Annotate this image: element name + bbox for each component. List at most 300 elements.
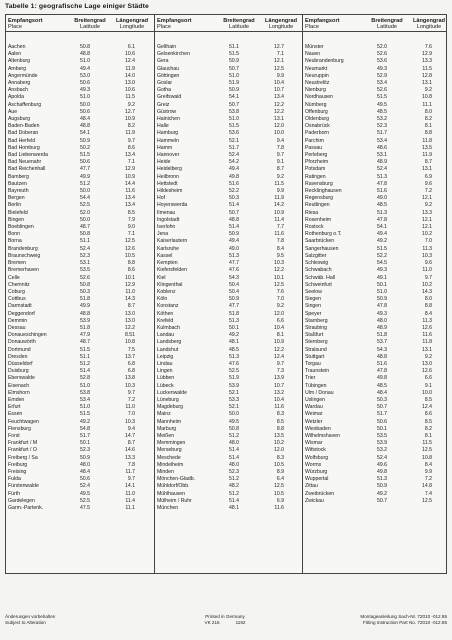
- place-cell: Parchim: [305, 137, 324, 144]
- longitude-cell: 9.2: [127, 101, 135, 108]
- latitude-cell: 53.5: [376, 432, 387, 439]
- place-cell: Eisenach: [8, 382, 30, 389]
- place-cell: Krefeld: [157, 317, 174, 324]
- longitude-cell: 7.2: [127, 396, 135, 403]
- table-row: [155, 224, 302, 231]
- place-cell: Altenburg: [8, 58, 31, 65]
- longitude-cell: 9.9: [424, 468, 432, 475]
- latitude-cell: 51.5: [79, 411, 90, 418]
- longitude-cell: 13.8: [124, 375, 135, 382]
- longitude-cell: 12.5: [124, 238, 135, 245]
- place-cell: Erfurt: [8, 404, 21, 411]
- place-cell: Schleswig: [305, 260, 329, 267]
- table-row: [303, 282, 447, 289]
- latitude-cell: 49.1: [376, 274, 387, 281]
- longitude-cell: 11.1: [125, 505, 135, 511]
- longitude-cell: 12.5: [273, 483, 284, 490]
- longitude-cell: 10.4: [273, 324, 284, 331]
- table-row: [6, 433, 154, 440]
- table-row: [155, 505, 302, 512]
- longitude-cell: 8.5: [424, 396, 432, 403]
- longitude-cell: 13.5: [273, 432, 284, 439]
- place-cell: Hettstedt: [157, 180, 178, 187]
- table-row: [155, 491, 302, 498]
- longitude-cell: 8.2: [424, 425, 432, 432]
- latitude-cell: 50.3: [376, 396, 387, 403]
- longitude-cell: 10.2: [273, 440, 284, 447]
- latitude-cell: 51.5: [376, 245, 387, 252]
- longitude-cell: 8.6: [127, 144, 135, 151]
- table-row: [303, 195, 447, 202]
- place-cell: Kiel: [157, 274, 166, 281]
- latitude-cell: 51.8: [376, 332, 387, 339]
- longitude-cell: 11.9: [274, 195, 284, 202]
- place-cell: Nienburg: [305, 87, 326, 94]
- place-cell: Nordhausen: [305, 94, 334, 101]
- table-row: [303, 58, 447, 65]
- latitude-cell: 51.8: [228, 310, 239, 317]
- longitude-cell: 14.3: [421, 288, 432, 295]
- place-cell: Aalen: [8, 51, 22, 58]
- latitude-cell: 49.4: [228, 238, 239, 245]
- place-cell: Perleberg: [305, 152, 328, 159]
- table-row: [303, 455, 447, 462]
- latitude-cell: 52.1: [228, 404, 239, 411]
- footer-date-code: 1192: [235, 619, 246, 625]
- table-row: [6, 231, 154, 238]
- latitude-cell: 47.7: [228, 303, 239, 310]
- latitude-cell: 50.0: [79, 188, 90, 195]
- latitude-cell: 48.8: [376, 353, 387, 360]
- latitude-cell: 51.0: [79, 382, 90, 389]
- longitude-cell: 9.7: [127, 137, 135, 144]
- latitude-cell: 48.1: [228, 339, 239, 346]
- place-cell: Ulm / Donau: [305, 389, 334, 396]
- latitude-cell: 51.9: [228, 80, 239, 87]
- longitude-cell: 11.4: [125, 497, 135, 504]
- longitude-cell: 9.1: [424, 382, 432, 389]
- longitude-cell: 13.0: [124, 80, 135, 87]
- table-row: [6, 354, 154, 361]
- longitude-cell: 13.4: [273, 94, 284, 101]
- place-cell: Hildesheim: [157, 188, 183, 195]
- table-row: [155, 375, 302, 382]
- latitude-cell: 52.4: [376, 454, 387, 461]
- table-row: [6, 411, 154, 418]
- latitude-cell: 50.1: [376, 425, 387, 432]
- place-cell: Freiburg: [8, 461, 28, 468]
- table-row: [155, 303, 302, 310]
- place-cell: Donaueschingen: [8, 332, 47, 339]
- latitude-cell: 51.1: [228, 44, 239, 50]
- latitude-cell: 49.2: [376, 238, 387, 245]
- longitude-cell: 8.5: [127, 209, 135, 216]
- table-row: [303, 145, 447, 152]
- place-cell: Chemnitz: [8, 281, 30, 288]
- table-row: [155, 440, 302, 447]
- longitude-cell: 6.8: [127, 368, 135, 375]
- place-cell: Leipzig: [157, 353, 174, 360]
- longitude-cell: 11.9: [125, 130, 135, 137]
- latitude-cell: 51.4: [79, 368, 90, 375]
- longitude-cell: 8.51: [124, 332, 135, 339]
- latitude-cell: 50.9: [79, 137, 90, 144]
- table-row: [6, 361, 154, 368]
- latitude-cell: 52.4: [79, 245, 90, 252]
- place-cell: Halle: [157, 123, 169, 130]
- latitude-cell: 47.8: [376, 368, 387, 375]
- table-row: [6, 94, 154, 101]
- place-cell: Fulda: [8, 476, 21, 483]
- place-cell: Hoyerswerda: [157, 202, 188, 209]
- table-row: [303, 332, 447, 339]
- place-cell: Starnberg: [305, 317, 328, 324]
- latitude-cell: 50.2: [79, 144, 90, 151]
- longitude-cell: 7.0: [127, 411, 135, 418]
- place-cell: Trier: [305, 375, 316, 382]
- table-row: [6, 102, 154, 109]
- longitude-cell: 13.0: [124, 317, 135, 324]
- latitude-cell: 48.5: [376, 108, 387, 115]
- table-row: [6, 123, 154, 130]
- place-cell: Münster: [305, 44, 324, 50]
- table-row: [155, 419, 302, 426]
- latitude-cell: 50.4: [228, 281, 239, 288]
- longitude-cell: 14.6: [124, 447, 135, 454]
- latitude-cell: 52.2: [228, 188, 239, 195]
- place-cell: Konstanz: [157, 303, 179, 310]
- header-latitude: Breitengrad Latitude: [223, 17, 255, 30]
- longitude-cell: 7.4: [424, 490, 432, 497]
- latitude-cell: 52.0: [79, 209, 90, 216]
- latitude-cell: 53.6: [376, 58, 387, 65]
- place-cell: Rothenburg o.T.: [305, 231, 342, 238]
- longitude-cell: 8.7: [127, 440, 135, 447]
- place-cell: Wetzler: [305, 418, 323, 425]
- place-cell: Bremen: [8, 260, 26, 267]
- table-row: [155, 318, 302, 325]
- table-row: [6, 447, 154, 454]
- table-row: [155, 296, 302, 303]
- table-row: [6, 311, 154, 318]
- longitude-cell: 11.7: [125, 468, 135, 475]
- place-cell: Oldenburg: [305, 116, 330, 123]
- latitude-cell: 48.4: [376, 389, 387, 396]
- latitude-cell: 53.0: [79, 72, 90, 79]
- latitude-cell: 47.8: [376, 180, 387, 187]
- place-cell: Schwabach: [305, 267, 332, 274]
- longitude-cell: 9.4: [276, 137, 284, 144]
- latitude-cell: 49.3: [79, 87, 90, 94]
- place-cell: Celle: [8, 274, 20, 281]
- place-cell: Kaiserlautern: [157, 238, 188, 245]
- latitude-cell: 47.5: [79, 505, 90, 511]
- latitude-cell: 51.2: [79, 180, 90, 187]
- table-row: [155, 181, 302, 188]
- place-cell: Lingen: [157, 368, 173, 375]
- place-cell: Amberg: [8, 65, 26, 72]
- latitude-cell: 48.8: [79, 123, 90, 130]
- latitude-cell: 53.2: [376, 116, 387, 123]
- latitude-cell: 51.8: [79, 296, 90, 303]
- place-cell: Paderborn: [305, 130, 330, 137]
- table-row: [303, 311, 447, 318]
- longitude-cell: 12.9: [124, 166, 135, 173]
- place-cell: Gelthain: [157, 44, 177, 50]
- longitude-cell: 12.1: [421, 224, 432, 231]
- place-cell: Bad Liebenwerda: [8, 152, 49, 159]
- table-row: [303, 361, 447, 368]
- latitude-cell: 51.9: [228, 375, 239, 382]
- latitude-cell: 50.6: [79, 80, 90, 87]
- place-cell: Bad Doberan: [8, 130, 39, 137]
- latitude-cell: 49.5: [228, 418, 239, 425]
- longitude-cell: 12.6: [421, 368, 432, 375]
- place-cell: Lübben: [157, 375, 175, 382]
- table-row: [6, 238, 154, 245]
- place-cell: Glauchau: [157, 65, 180, 72]
- longitude-cell: 8.5: [424, 418, 432, 425]
- place-cell: Lübeck: [157, 382, 174, 389]
- table-row: [6, 469, 154, 476]
- place-cell: Bingen: [8, 216, 25, 223]
- longitude-cell: 12.4: [273, 353, 284, 360]
- longitude-cell: 11.8: [422, 339, 432, 346]
- longitude-cell: 9.6: [424, 180, 432, 187]
- place-cell: Apolda: [8, 94, 25, 101]
- place-cell: Aschaffenburg: [8, 101, 42, 108]
- longitude-cell: 6.9: [424, 173, 432, 180]
- longitude-cell: 9.6: [424, 260, 432, 267]
- table-row: [155, 94, 302, 101]
- latitude-cell: 50.6: [79, 476, 90, 483]
- latitude-cell: 49.4: [79, 65, 90, 72]
- place-cell: Ingolstadt: [157, 216, 180, 223]
- table-row: [155, 404, 302, 411]
- table-row: [6, 210, 154, 217]
- latitude-cell: 50.7: [376, 497, 387, 504]
- table-row: [6, 419, 154, 426]
- place-cell: Tübingen: [305, 382, 327, 389]
- longitude-cell: 12.0: [273, 123, 284, 130]
- table-row: [6, 138, 154, 145]
- table-row: [155, 66, 302, 73]
- latitude-cell: 49.3: [376, 65, 387, 72]
- latitude-cell: 49.4: [228, 166, 239, 173]
- longitude-cell: 9.0: [127, 224, 135, 231]
- table-row: [6, 498, 154, 505]
- place-cell: Annaberg: [8, 80, 31, 87]
- place-cell: Feuchtwagen: [8, 418, 39, 425]
- table-row: [6, 181, 154, 188]
- place-cell: Heide: [157, 159, 171, 166]
- table-row: [303, 267, 447, 274]
- place-cell: Coburg: [8, 288, 25, 295]
- longitude-cell: 10.7: [273, 87, 284, 94]
- place-cell: Angermünde: [8, 72, 38, 79]
- table-row: [303, 368, 447, 375]
- longitude-cell: 8.1: [424, 123, 432, 130]
- longitude-cell: 12.5: [421, 497, 432, 504]
- table-row: [6, 404, 154, 411]
- table-row: [303, 447, 447, 454]
- table-row: [155, 455, 302, 462]
- place-cell: Essen: [8, 411, 23, 418]
- table-row: [303, 44, 447, 51]
- footer-left: [5, 614, 55, 625]
- latitude-cell: 49.0: [228, 245, 239, 252]
- table-row: [155, 498, 302, 505]
- table-row: [303, 202, 447, 209]
- longitude-cell: 9.2: [424, 202, 432, 209]
- longitude-cell: 10.4: [273, 80, 284, 87]
- latitude-cell: 52.5: [79, 202, 90, 209]
- place-cell: Heidelberg: [157, 166, 182, 173]
- latitude-cell: 48.8: [79, 51, 90, 58]
- place-cell: Merseburg: [157, 447, 182, 454]
- place-cell: Seelow: [305, 288, 322, 295]
- table-row: [6, 80, 154, 87]
- table-row: [303, 498, 447, 505]
- longitude-cell: 13.0: [421, 360, 432, 367]
- table-row: [6, 275, 154, 282]
- table-row: [6, 426, 154, 433]
- latitude-cell: 48.8: [228, 216, 239, 223]
- latitude-cell: 51.6: [228, 180, 239, 187]
- place-cell: Nauen: [305, 51, 321, 58]
- longitude-cell: 11.5: [422, 440, 432, 447]
- longitude-cell: 6.6: [424, 375, 432, 382]
- latitude-cell: 51.0: [228, 72, 239, 79]
- latitude-cell: 50.9: [228, 296, 239, 303]
- longitude-cell: 8.6: [127, 267, 135, 274]
- place-cell: Forst: [8, 432, 20, 439]
- place-cell: Zweibrücken: [305, 490, 335, 497]
- place-cell: Luckenwalde: [157, 389, 188, 396]
- longitude-cell: 8.3: [276, 454, 284, 461]
- table-row: [155, 217, 302, 224]
- table-row: [6, 87, 154, 94]
- place-cell: Jena: [157, 231, 169, 238]
- longitude-cell: 6.1: [127, 44, 135, 50]
- table-row: [155, 246, 302, 253]
- place-cell: Darmstadt: [8, 303, 32, 310]
- header-place: Empfangsort Place: [8, 17, 43, 30]
- latitude-cell: 52.6: [376, 87, 387, 94]
- longitude-cell: 10.3: [124, 382, 135, 389]
- table-row: [155, 202, 302, 209]
- place-cell: Kassel: [157, 252, 173, 259]
- table-row: [155, 166, 302, 173]
- column-header: [303, 15, 447, 32]
- longitude-cell: 12.1: [421, 216, 432, 223]
- place-cell: Augsburg: [8, 116, 31, 123]
- table-row: [303, 152, 447, 159]
- table-row: [6, 109, 154, 116]
- place-cell: Saarbrücken: [305, 238, 335, 245]
- footer-center: [175, 614, 275, 625]
- table-row: [303, 347, 447, 354]
- longitude-cell: 7.6: [424, 44, 432, 50]
- place-cell: Memmingen: [157, 440, 186, 447]
- table-row: [303, 325, 447, 332]
- place-cell: Dessau: [8, 324, 26, 331]
- table-row: [303, 375, 447, 382]
- place-cell: Greiz: [157, 101, 170, 108]
- table-row: [6, 253, 154, 260]
- place-cell: Sternberg: [305, 339, 328, 346]
- place-cell: Stralsund: [305, 346, 327, 353]
- latitude-cell: 53.9: [228, 382, 239, 389]
- latitude-cell: 52.5: [79, 497, 90, 504]
- longitude-cell: 8.1: [276, 332, 284, 339]
- longitude-cell: 12.4: [421, 404, 432, 411]
- longitude-cell: 10.9: [124, 173, 135, 180]
- header-place: Empfangsort Place: [305, 17, 340, 30]
- table-row: [155, 260, 302, 267]
- table-row: [155, 361, 302, 368]
- latitude-cell: 51.2: [79, 360, 90, 367]
- longitude-cell: 8.2: [127, 123, 135, 130]
- latitude-cell: 52.6: [376, 51, 387, 58]
- place-cell: Hamburg: [157, 130, 179, 137]
- table-row: [155, 145, 302, 152]
- longitude-cell: 13.9: [273, 375, 284, 382]
- longitude-cell: 7.6: [276, 288, 284, 295]
- table-column-group-1: [6, 15, 154, 573]
- longitude-cell: 11.8: [422, 137, 432, 144]
- longitude-cell: 8.0: [424, 296, 432, 303]
- place-cell: Traunstein: [305, 368, 330, 375]
- table-row: [155, 476, 302, 483]
- place-cell: Berlin: [8, 202, 22, 209]
- place-cell: Eberswalde: [8, 375, 35, 382]
- longitude-cell: 14.7: [124, 432, 135, 439]
- table-row: [303, 404, 447, 411]
- latitude-cell: 52.3: [228, 468, 239, 475]
- table-row: [303, 210, 447, 217]
- place-cell: Neumarkt: [305, 65, 328, 72]
- longitude-cell: 14.1: [124, 483, 135, 490]
- place-cell: Bad Homburg: [8, 144, 40, 151]
- longitude-cell: 10.7: [273, 382, 284, 389]
- longitude-cell: 13.4: [124, 195, 135, 202]
- latitude-cell: 49.5: [376, 101, 387, 108]
- table-row: [6, 166, 154, 173]
- longitude-cell: 11.6: [125, 188, 135, 195]
- table-row: [303, 138, 447, 145]
- latitude-cell: 50.3: [228, 195, 239, 202]
- place-cell: Göttingen: [157, 72, 180, 79]
- table-row: [6, 51, 154, 58]
- latitude-cell: 51.2: [228, 490, 239, 497]
- place-cell: Freising: [8, 468, 27, 475]
- place-cell: Offenburg: [305, 108, 328, 115]
- latitude-cell: 50.9: [228, 87, 239, 94]
- latitude-cell: 47.8: [376, 303, 387, 310]
- place-cell: Braunschweig: [8, 252, 41, 259]
- table-row: [155, 311, 302, 318]
- table-row: [303, 426, 447, 433]
- table-row: [155, 267, 302, 274]
- longitude-cell: 7.1: [127, 231, 135, 238]
- place-cell: Zittau: [305, 483, 318, 490]
- longitude-cell: 12.1: [421, 195, 432, 202]
- longitude-cell: 13.5: [421, 144, 432, 151]
- place-cell: Wiesbaden: [305, 425, 331, 432]
- latitude-cell: 47.9: [79, 332, 90, 339]
- place-cell: Meschede: [157, 454, 181, 461]
